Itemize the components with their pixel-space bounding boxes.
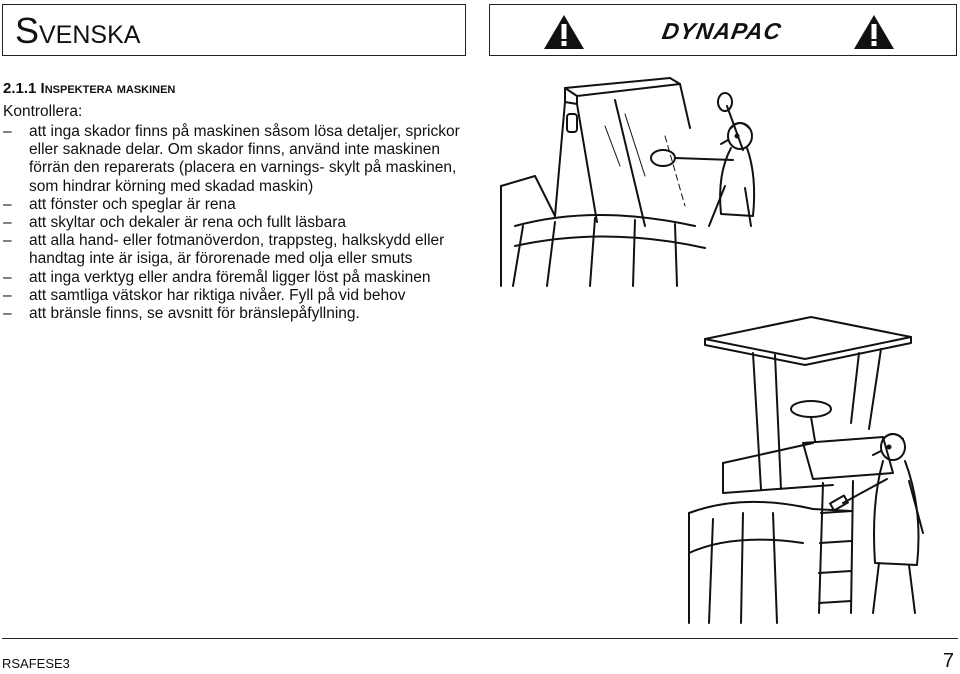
intro-text: Kontrollera: <box>3 103 83 120</box>
checklist-item <box>3 305 473 323</box>
page-number: 7 <box>942 650 954 672</box>
dash-bullet: – <box>3 232 12 250</box>
document-code: RSAFESE3 <box>2 656 70 671</box>
footer-divider <box>2 638 958 639</box>
dash-bullet: – <box>3 123 12 140</box>
checklist-item-text: att inga skador finns på maskinen såsom lösa detaljer, sprickor eller saknade delar. Om skador finns, använd inte maskinen förrän den reparerats (placera en varnings- skylt på maskinen, som hindrar körning med skadad maskin) <box>29 123 460 195</box>
dynapac-logo: DYNAPAC <box>660 18 784 44</box>
checklist-item-text: att inga verktyg eller andra föremål ligger löst på maskinen <box>29 268 431 286</box>
checklist-item <box>3 214 473 232</box>
illustration-handrail-check <box>683 313 951 625</box>
illustration-window-cleaning <box>495 76 763 290</box>
checklist-item-text: att samtliga vätskor har riktiga nivåer. Fyll på vid behov <box>29 286 406 304</box>
checklist-item <box>3 123 473 196</box>
checklist-item-text: att alla hand- eller fotmanöverdon, trappsteg, halkskydd eller handtag inte är isiga, är förorenade med olja eller smuts <box>29 232 445 268</box>
brand-header-box <box>489 4 957 56</box>
checklist-item-text: att fönster och speglar är rena <box>29 195 236 213</box>
dash-bullet: – <box>3 286 12 304</box>
warning-triangle-icon <box>852 13 896 51</box>
checklist-item-text: att bränsle finns, se avsnitt för bränslepåfyllning. <box>29 305 360 323</box>
language-header-box <box>2 4 466 56</box>
inspection-checklist <box>3 123 473 323</box>
checklist-item <box>3 269 473 287</box>
checklist-item <box>3 287 473 305</box>
language-title: Svenska <box>15 10 141 51</box>
dash-bullet: – <box>3 305 12 323</box>
warning-triangle-icon <box>542 13 586 51</box>
checklist-item <box>3 232 473 268</box>
section-heading: 2.1.1 Inspektera maskinen <box>3 80 176 97</box>
dash-bullet: – <box>3 195 12 213</box>
checklist-item-text: att skyltar och dekaler är rena och fullt läsbara <box>29 214 347 232</box>
dash-bullet: – <box>3 268 12 286</box>
dash-bullet: – <box>3 214 12 232</box>
checklist-item <box>3 196 473 214</box>
